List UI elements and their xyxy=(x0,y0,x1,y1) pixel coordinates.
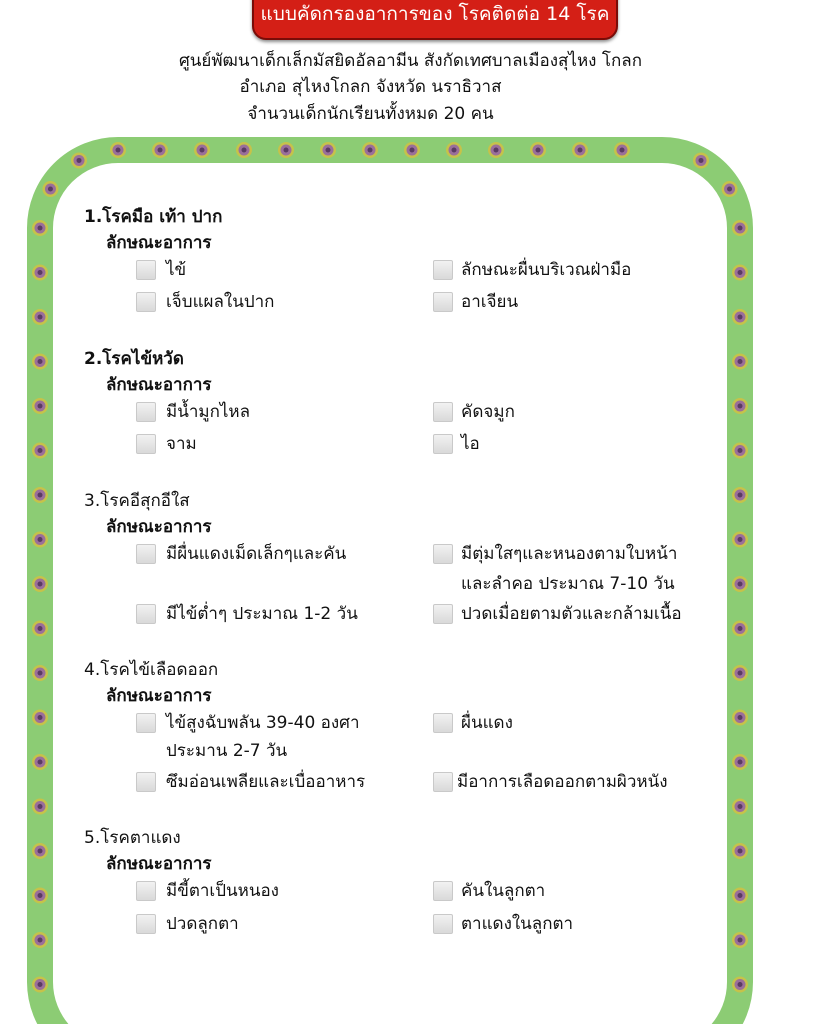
checkbox[interactable] xyxy=(433,260,453,280)
checkbox[interactable] xyxy=(433,881,453,901)
symptom-text: เจ็บแผลในปาก xyxy=(166,292,275,312)
symptom-text: มีตุ่มใสๆและหนองตามใบหน้า xyxy=(461,544,678,564)
symptom-text: คันในลูกตา xyxy=(461,881,546,901)
checkbox[interactable] xyxy=(433,772,453,792)
checkbox[interactable] xyxy=(136,544,156,564)
section-title: 1.โรคมือ เท้า ปาก xyxy=(84,207,223,227)
checkbox[interactable] xyxy=(433,604,453,624)
checkbox[interactable] xyxy=(136,260,156,280)
symptom-text: อาเจียน xyxy=(461,292,519,312)
symptom-label: ลักษณะอาการ xyxy=(106,233,212,253)
checkbox[interactable] xyxy=(433,434,453,454)
symptom-text: มีน้ำมูกไหล xyxy=(166,402,251,422)
symptom-text: จาม xyxy=(166,434,197,454)
section-title: 2.โรคไข้หวัด xyxy=(84,349,184,369)
symptom-text: มีผื่นแดงเม็ดเล็กๆและคัน xyxy=(166,544,347,564)
location-line: อำเภอ สุไหงโกลก จังหวัด นราธิวาส xyxy=(239,77,502,97)
symptom-label: ลักษณะอาการ xyxy=(106,517,212,537)
checkbox[interactable] xyxy=(433,402,453,422)
symptom-text: ตาแดงในลูกตา xyxy=(461,914,574,934)
checkbox[interactable] xyxy=(433,914,453,934)
symptom-label: ลักษณะอาการ xyxy=(106,686,212,706)
checkbox[interactable] xyxy=(433,544,453,564)
symptom-text: ปวดลูกตา xyxy=(166,914,239,934)
checkbox[interactable] xyxy=(136,713,156,733)
symptom-text: มีไข้ต่ำๆ ประมาณ 1-2 วัน xyxy=(166,604,358,624)
checkbox[interactable] xyxy=(136,434,156,454)
symptom-text: ไอ xyxy=(461,434,480,454)
section-title: 4.โรคไข้เลือดออก xyxy=(84,660,219,680)
checkbox[interactable] xyxy=(136,914,156,934)
checkbox[interactable] xyxy=(433,292,453,312)
symptom-text: คัดจมูก xyxy=(461,402,515,422)
section-title: 3.โรคอีสุกอีใส xyxy=(84,491,190,511)
symptom-text: ปวดเมื่อยตามตัวและกล้ามเนื้อ xyxy=(461,604,682,624)
symptom-label: ลักษณะอาการ xyxy=(106,854,212,874)
checkbox[interactable] xyxy=(433,713,453,733)
section-title: 5.โรคตาแดง xyxy=(84,828,181,848)
checkbox[interactable] xyxy=(136,402,156,422)
symptom-text: ไข้ xyxy=(166,260,187,280)
student-count: จำนวนเด็กนักเรียนทั้งหมด 20 คน xyxy=(247,104,494,124)
symptom-label: ลักษณะอาการ xyxy=(106,375,212,395)
page-title: แบบคัดกรองอาการของ โรคติดต่อ 14 โรค xyxy=(260,3,610,25)
school-name: ศูนย์พัฒนาเด็กเล็กมัสยิดอัลอามีน สังกัดเทศบาลเมืองสุไหง โกลก xyxy=(178,51,643,71)
symptom-text: ซึมอ่อนเพลียและเบื่ออาหาร xyxy=(166,772,366,792)
checkbox[interactable] xyxy=(136,772,156,792)
symptom-text: มีอาการเลือดออกตามผิวหนัง xyxy=(457,772,668,792)
symptom-text: มีขี้ตาเป็นหนอง xyxy=(166,881,279,901)
checkbox[interactable] xyxy=(136,881,156,901)
symptom-text-line2: และลำคอ ประมาณ 7-10 วัน xyxy=(461,574,675,594)
checkbox[interactable] xyxy=(136,604,156,624)
checkbox[interactable] xyxy=(136,292,156,312)
symptom-text-line2: ประมาน 2-7 วัน xyxy=(166,741,288,761)
symptom-text: ลักษณะผื่นบริเวณฝ่ามือ xyxy=(461,260,632,280)
symptom-text: ผื่นแดง xyxy=(461,713,513,733)
symptom-text: ไข้สูงฉับพลัน 39-40 องศา xyxy=(166,713,360,733)
